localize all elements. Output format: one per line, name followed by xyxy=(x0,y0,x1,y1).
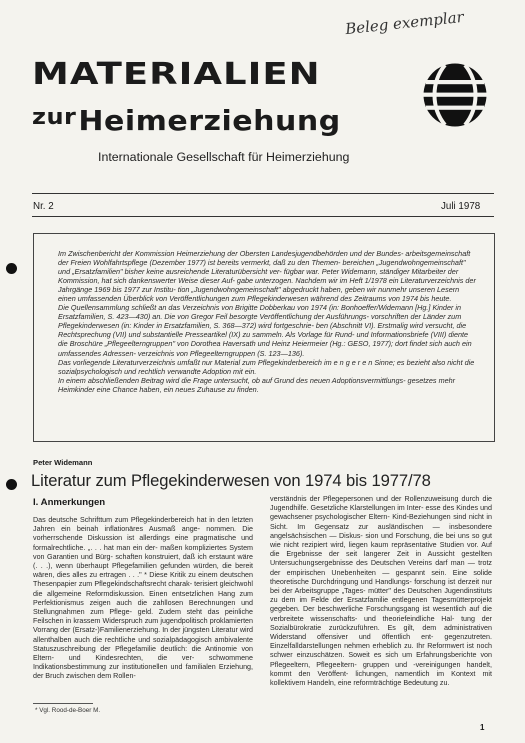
left-column xyxy=(33,516,253,682)
masthead-title-line2 xyxy=(32,104,341,137)
right-column xyxy=(270,495,492,688)
issue-date: Juli 1978 xyxy=(441,201,481,212)
footnote-rule xyxy=(33,703,93,704)
masthead-subtitle: Internationale Gesellschaft für Heimerziehung xyxy=(98,150,350,164)
issue-number: Nr. 2 xyxy=(33,201,54,212)
right-column-text: verständnis der Pflegepersonen und der Rollenzuweisung durch die Jugendhilfe. Gesetzliche Klarstellungen im Inter- esse des Kindes und gewachsener psychologischer Eltern- Kind-Beziehungen sind nicht in Sicht. Im Gegensatz zur ausländischen — insbesondere angelsächsischen — Diskus- sion und Forschung, die bei uns so gut wie nicht rezipiert wird, liegen kaum repräsentative Studien vor. Auf die Ergebnisse der seit langerer Zeit in Aussicht gestellten Untersuchungsergebnisse des Deutschen Vereins darf man — trotz der empirischen Unebenheiten — gespannt sein. Eine solide theoretische Durchdringung und Handlungs- forschung ist derzeit nur bei der Arbeitsgruppe „Tages- mütter" des Deutschen Jugendinstituts zu dem im Felde der Ersatzfamilie entlegenen Tagesmütterprojekt gegeben. Der beschwerliche Forschungsgang ist wesentlich auf die verbreitete wissenschafts- und theoriefeindliche Hal- tung der Sozialbürokratie zurückzuführen. Es gilt, dem administrativen Widerstand offensiver und öffentlich ent- gegenzutreten. Einzelfalldarstellungen nehmen erheblich zu. Ihr Reformwert ist noch schwer einzuschätzen. Soweit es sich um Erfahrungsberichte von Pflegeeltern, Pflegeeltern- gruppen und -vereinigungen handelt, kommt den Veröffent- lichungen, namentlich im Kontext mit kollektivem Handeln, eine reformträchtige Bedeutung zu. xyxy=(270,495,492,688)
footnote: * Vgl. Rood-de-Boer M. xyxy=(35,707,101,714)
logo-globe-icon xyxy=(422,62,488,128)
top-rule xyxy=(32,193,494,194)
page-number: 1 xyxy=(480,723,485,732)
masthead-zur: zur xyxy=(32,104,77,130)
section-title: I. Anmerkungen xyxy=(33,497,106,508)
article-headline: Literatur zum Pflegekinderwesen von 1974 bis 1977/78 xyxy=(31,471,431,490)
intro-text xyxy=(58,249,476,394)
left-column-text: Das deutsche Schrifttum zum Pflegekinderbereich hat in den letzten Jahren ein beinah inflationäres Ausmaß ange- nommen. Die vorherrschende Diskussion ist allerdings eine pragmatische und formalrechtliche. „. . . hat man ein der- maßen kompliziertes System von Garantien und Bürg- schaften konstruiert, daß ich erstaunt wäre (. . .), wenn überhaupt Pflegefamilien gefunden würden, die bereit wären, dies alles zu ertragen . . ." * Diese Kritik zu einem deutschen Thesenpapier zum Pflegekindschaftsrecht charak- terisiert gleichwohl die allgemeine Reformdiskussion. Einen entsetzlichen Hang zum Perfektionismus zeigen auch die zahllosen Berechnungen und Stellungnahmen zum Pflege- geld. Zudem steht das peinliche Feilschen in krassem Widerspruch zum jugendpolitisch proklamierten Vorrang der (Ersatz-)Familienerziehung. In der jüngsten Literatur wird allenthalben auch die rechtliche und sozialpädagogisch ambivalente Statuszuschreibung der Pflegefamilie deutlich: die Antinomie von Eltern- und Kindesrechten, die ver- schwommene Indikationsbestimmung zur institutionellen und familialen Erziehung, der Bruch zwischen dem Rollen- xyxy=(33,516,253,681)
punch-hole xyxy=(6,263,17,274)
intro-paragraph: In einem abschließenden Beitrag wird die Frage untersucht, ob auf Grund des neuen Adoptionsvermittlungs- gesetzes mehr Heimkinder eine Chance haben, ein neues Zuhause zu finden. xyxy=(58,375,456,394)
intro-paragraph: Das vorliegende Literaturverzeichnis umfaßt nur Material zum Pflegekinderbereich im e n g e r e n Sinne; es bezieht also nicht die sozialpsychologisch und rechtlich verwandte Adoption mit ein. xyxy=(58,357,475,376)
masthead-title-line1: MATERIALIEN xyxy=(32,56,321,92)
handwritten-note: Beleg exemplar xyxy=(344,7,465,39)
author-name: Peter Widemann xyxy=(33,458,93,467)
intro-paragraph: Die Quellensammlung schließt an das Verzeichnis von Brigitte Dobberkau von 1974 (in: Bonhoeffer/Widemann [Hg.] Kinder in Ersatzfamilien, S. 423—430) an. Die von Gregor Feil besorgte Veröffentlichung der Ausführungs- vorschriften der Länder zum Pflegekinderwesen (in: Kinder in Ersatzfamilien, S. 368—372) wird fortgeschrie- ben (Abschnitt VI). Erstmalig wird versucht, die Rechtsprechung (VII) und substantielle Presseartikel (IX) zu sammeln. Als Vorlage für Rund- und Informationsbriefe (VIII) diente die Broschüre „Pflegeelterngruppen" von Dorothea Haversath und Heinz Heiermeier (Hg.: GESO, 1977); dort findet sich auch ein umfassendes Adressen- verzeichnis von Pflegeelterngruppen (S. 123—136). xyxy=(58,303,472,358)
bottom-rule xyxy=(32,216,494,217)
punch-hole xyxy=(6,479,17,490)
masthead-heimerziehung: Heimerziehung xyxy=(78,104,341,138)
intro-paragraph: Im Zwischenbericht der Kommission Heimerziehung der Obersten Landesjugendbehörden und der Bundes- arbeitsgemeinschaft der Freien Wohlfahrtspflege (Dezember 1977) ist bereits vermerkt, daß zu den Themen- bereichen „Jugendwohngemeinschaft" und „Ersatzfamilien" bisher keine ausreichende Literaturübersicht ver- fügbar war. Peter Widemann, ständiger Mitarbeiter der Kommission, hat sich dankenswerter Weise dieser Auf- gabe unterzogen. Nachdem wir im Heft 1/1978 ein Literaturverzeichnis der Jahrgänge 1969 bis 1977 zur Institu- tion „Jugendwohngemeinschaft" abgedruckt haben, geben wir nunmehr unseren Lesern einen umfassenden Überblick von Veröffentlichungen zum Pflegekinderwesen während des Zeitraums von 1974 bis heute. xyxy=(58,249,476,304)
